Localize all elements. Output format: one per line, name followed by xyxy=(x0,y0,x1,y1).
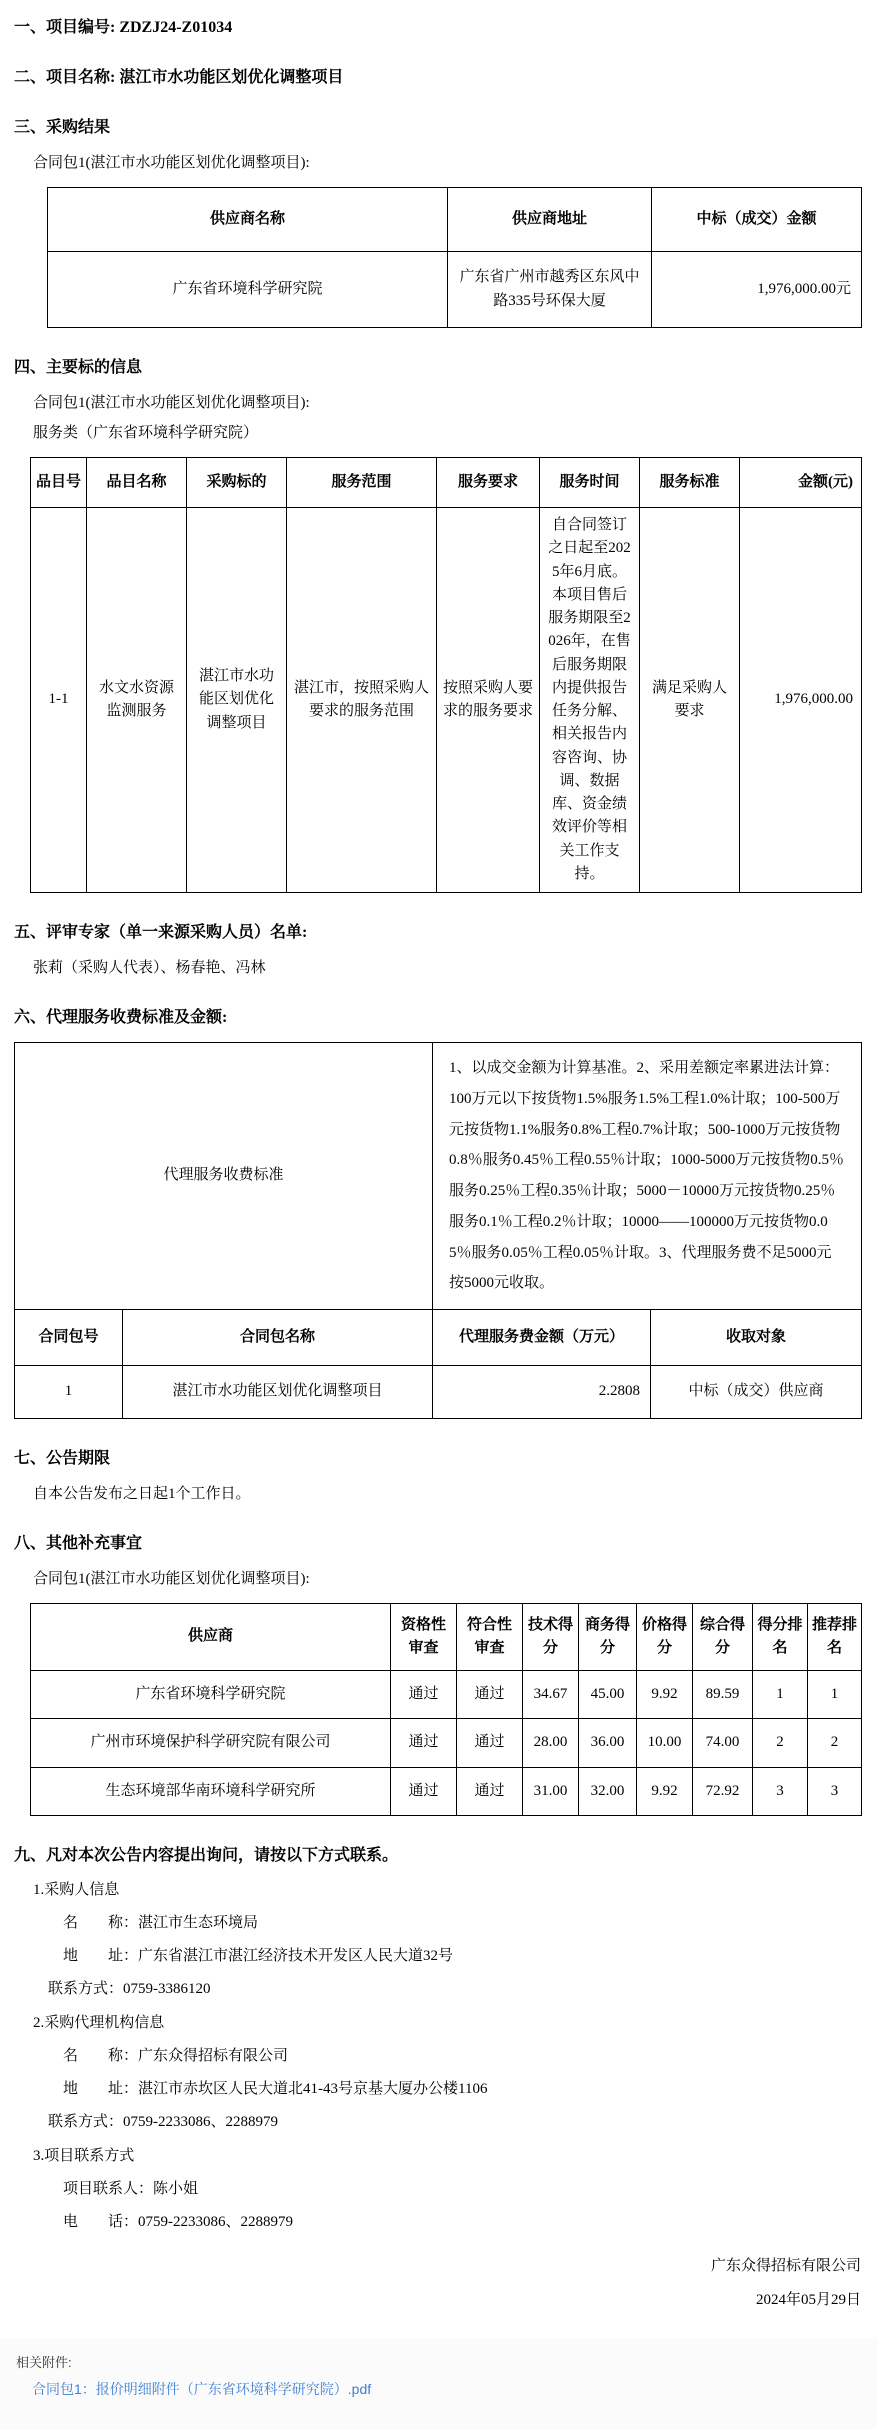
conformity-cell: 通过 xyxy=(457,1767,523,1815)
column-header-qualification-review: 资格性审查 xyxy=(391,1603,457,1671)
supplier-score-table xyxy=(30,1603,862,1816)
service-scope-cell: 湛江市，按照采购人要求的服务范围 xyxy=(287,508,437,893)
column-header-score-rank: 得分排名 xyxy=(753,1603,808,1671)
column-header-price-score: 价格得分 xyxy=(637,1603,693,1671)
score-rank-cell: 2 xyxy=(753,1719,808,1767)
fee-payer-cell: 中标（成交）供应商 xyxy=(651,1366,862,1418)
column-header-recommend-rank: 推荐排名 xyxy=(808,1603,862,1671)
section-contact-heading: 九、凡对本次公告内容提出询问，请按以下方式联系。 xyxy=(14,1846,399,1864)
column-header-supplier: 供应商 xyxy=(31,1603,391,1671)
table-row xyxy=(31,508,862,893)
column-header-supplier-address: 供应商地址 xyxy=(448,188,652,252)
agency-phone-line: 联系方式：0759-2233086、2288979 xyxy=(48,2113,278,2130)
column-header-fee-payer: 收取对象 xyxy=(651,1310,862,1366)
subject-category-line: 服务类（广东省环境科学研究院） xyxy=(33,424,259,441)
package-no-cell: 1 xyxy=(15,1366,123,1418)
business-score-cell: 45.00 xyxy=(579,1671,637,1719)
attachments-footer xyxy=(0,2338,877,2429)
table-row xyxy=(48,252,862,328)
announcement-period-text: 自本公告发布之日起1个工作日。 xyxy=(33,1485,251,1502)
purchaser-info-title: 1.采购人信息 xyxy=(33,1881,120,1898)
qualification-cell: 通过 xyxy=(391,1719,457,1767)
project-contact-person-line: 项目联系人：陈小姐 xyxy=(63,2180,199,2197)
project-contact-title: 3.项目联系方式 xyxy=(33,2147,135,2164)
column-header-technical-score: 技术得分 xyxy=(523,1603,579,1671)
price-score-cell: 10.00 xyxy=(637,1719,693,1767)
column-header-item-name: 品目名称 xyxy=(87,457,187,507)
table-header-row xyxy=(31,457,862,507)
service-standard-cell: 满足采购人要求 xyxy=(640,508,740,893)
column-header-service-time: 服务时间 xyxy=(540,457,640,507)
item-no-cell: 1-1 xyxy=(31,508,87,893)
column-header-package-no: 合同包号 xyxy=(15,1310,123,1366)
attachment-pdf-link[interactable]: 合同包1：报价明细附件（广东省环境科学研究院）.pdf xyxy=(32,2380,372,2397)
conformity-cell: 通过 xyxy=(457,1671,523,1719)
table-row xyxy=(31,1767,862,1815)
experts-names-line: 张莉（采购人代表）、杨春艳、冯林 xyxy=(33,960,266,976)
fee-amount-cell: 2.2808 xyxy=(433,1366,651,1418)
qualification-cell: 通过 xyxy=(391,1767,457,1815)
table-row xyxy=(31,1719,862,1767)
score-rank-cell: 1 xyxy=(753,1671,808,1719)
amount-cell: 1,976,000.00 xyxy=(740,508,862,893)
column-header-conformity-review: 符合性审查 xyxy=(457,1603,523,1671)
total-score-cell: 74.00 xyxy=(693,1719,753,1767)
supplier-name-cell: 广东省环境科学研究院 xyxy=(48,252,448,328)
score-rank-cell: 3 xyxy=(753,1767,808,1815)
column-header-service-scope: 服务范围 xyxy=(287,457,437,507)
project-contact-phone-line: 电 话：0759-2233086、2288979 xyxy=(63,2213,293,2230)
fee-standard-text-cell: 1、以成交金额为计算基准。2、采用差额定率累进法计算：100万元以下按货物1.5%服务1.5%工程1.0%计取；100-500万元按货物1.1%服务0.8%工程0.7%计取；500-1000万元按货物0.8％服务0.45％工程0.55％计取；1000-5000万元按货物0.5％服务0.25％工程0.35％计取；5000－10000万元按货物0.25％服务0.1％工程0.2％计取；10000——100000万元按货物0.05％服务0.05％工程0.05％计取。3、代理服务费不足5000元按5000元收取。 xyxy=(433,1043,862,1310)
fee-standard-row xyxy=(15,1043,862,1310)
table-header-row xyxy=(31,1603,862,1671)
business-score-cell: 36.00 xyxy=(579,1719,637,1767)
purchaser-info-group xyxy=(0,1880,877,1999)
price-score-cell: 9.92 xyxy=(637,1767,693,1815)
agency-info-title: 2.采购代理机构信息 xyxy=(33,2014,165,2031)
package-name-cell: 湛江市水功能区划优化调整项目 xyxy=(123,1366,433,1418)
technical-score-cell: 34.67 xyxy=(523,1671,579,1719)
recommend-rank-cell: 2 xyxy=(808,1719,862,1767)
total-score-cell: 72.92 xyxy=(693,1767,753,1815)
table-row xyxy=(15,1366,862,1418)
column-header-item-no: 品目号 xyxy=(31,457,87,507)
result-package-line: 合同包1(湛江市水功能区划优化调整项目): xyxy=(33,155,310,171)
column-header-service-requirement: 服务要求 xyxy=(437,457,540,507)
table-header-row xyxy=(48,188,862,252)
agency-address-line: 地 址：湛江市赤坎区人民大道北41-43号京基大厦办公楼1106 xyxy=(63,2080,488,2097)
signature-block xyxy=(0,2256,861,2310)
section-main-subject-heading: 四、主要标的信息 xyxy=(14,358,143,376)
purchaser-address-line: 地 址：广东省湛江市湛江经济技术开发区人民大道32号 xyxy=(63,1947,454,1964)
recommend-rank-cell: 3 xyxy=(808,1767,862,1815)
supplementary-package-line: 合同包1(湛江市水功能区划优化调整项目): xyxy=(33,1570,310,1587)
section-supplementary-heading: 八、其他补充事宜 xyxy=(14,1534,143,1552)
column-header-business-score: 商务得分 xyxy=(579,1603,637,1671)
technical-score-cell: 28.00 xyxy=(523,1719,579,1767)
column-header-fee-amount: 代理服务费金额（万元） xyxy=(433,1310,651,1366)
agency-fee-table xyxy=(14,1042,862,1419)
project-name-heading: 二、项目名称: 湛江市水功能区划优化调整项目 xyxy=(14,69,344,86)
purchaser-name-line: 名 称：湛江市生态环境局 xyxy=(63,1914,259,1931)
supplier-cell: 广东省环境科学研究院 xyxy=(31,1671,391,1719)
business-score-cell: 32.00 xyxy=(579,1767,637,1815)
procurement-result-table xyxy=(47,187,862,328)
signature-date: 2024年05月29日 xyxy=(755,2291,861,2308)
column-header-supplier-name: 供应商名称 xyxy=(48,188,448,252)
main-subject-table xyxy=(30,457,862,893)
item-name-cell: 水文水资源监测服务 xyxy=(87,508,187,893)
conformity-cell: 通过 xyxy=(457,1719,523,1767)
agency-name-line: 名 称：广东众得招标有限公司 xyxy=(63,2047,289,2064)
technical-score-cell: 31.00 xyxy=(523,1767,579,1815)
recommend-rank-cell: 1 xyxy=(808,1671,862,1719)
supplier-cell: 生态环境部华南环境科学研究所 xyxy=(31,1767,391,1815)
project-contact-group xyxy=(0,2146,877,2232)
award-amount-cell: 1,976,000.00元 xyxy=(652,252,862,328)
fee-standard-label-cell: 代理服务收费标准 xyxy=(15,1043,433,1310)
section-experts-heading: 五、评审专家（单一来源采购人员）名单: xyxy=(14,924,308,941)
agency-info-group xyxy=(0,2013,877,2132)
service-time-cell: 自合同签订之日起至2025年6月底。本项目售后服务期限至2026年，在售后服务期限内提供报告任务分解、相关报告内容咨询、协调、数据库、资金绩效评价等相关工作支持。 xyxy=(540,508,640,893)
section-agency-fee-heading: 六、代理服务收费标准及金额: xyxy=(14,1009,228,1026)
column-header-service-standard: 服务标准 xyxy=(640,457,740,507)
column-header-amount: 金额(元) xyxy=(740,457,862,507)
column-header-package-name: 合同包名称 xyxy=(123,1310,433,1366)
table-row xyxy=(31,1671,862,1719)
project-number-heading: 一、项目编号: ZDZJ24-Z01034 xyxy=(14,19,233,36)
price-score-cell: 9.92 xyxy=(637,1671,693,1719)
table-header-row xyxy=(15,1310,862,1366)
column-header-procurement-subject: 采购标的 xyxy=(187,457,287,507)
signature-company: 广东众得招标有限公司 xyxy=(710,2257,861,2274)
subject-package-line: 合同包1(湛江市水功能区划优化调整项目): xyxy=(33,394,310,411)
procurement-subject-cell: 湛江市水功能区划优化调整项目 xyxy=(187,508,287,893)
supplier-address-cell: 广东省广州市越秀区东风中路335号环保大厦 xyxy=(448,252,652,328)
column-header-total-score: 综合得分 xyxy=(693,1603,753,1671)
supplier-cell: 广州市环境保护科学研究院有限公司 xyxy=(31,1719,391,1767)
service-requirement-cell: 按照采购人要求的服务要求 xyxy=(437,508,540,893)
section-procurement-result-heading: 三、采购结果 xyxy=(14,119,111,136)
column-header-award-amount: 中标（成交）金额 xyxy=(652,188,862,252)
section-announcement-period-heading: 七、公告期限 xyxy=(14,1449,111,1467)
total-score-cell: 89.59 xyxy=(693,1671,753,1719)
purchaser-phone-line: 联系方式：0759-3386120 xyxy=(48,1980,211,1997)
attachments-label: 相关附件: xyxy=(16,2354,72,2370)
qualification-cell: 通过 xyxy=(391,1671,457,1719)
